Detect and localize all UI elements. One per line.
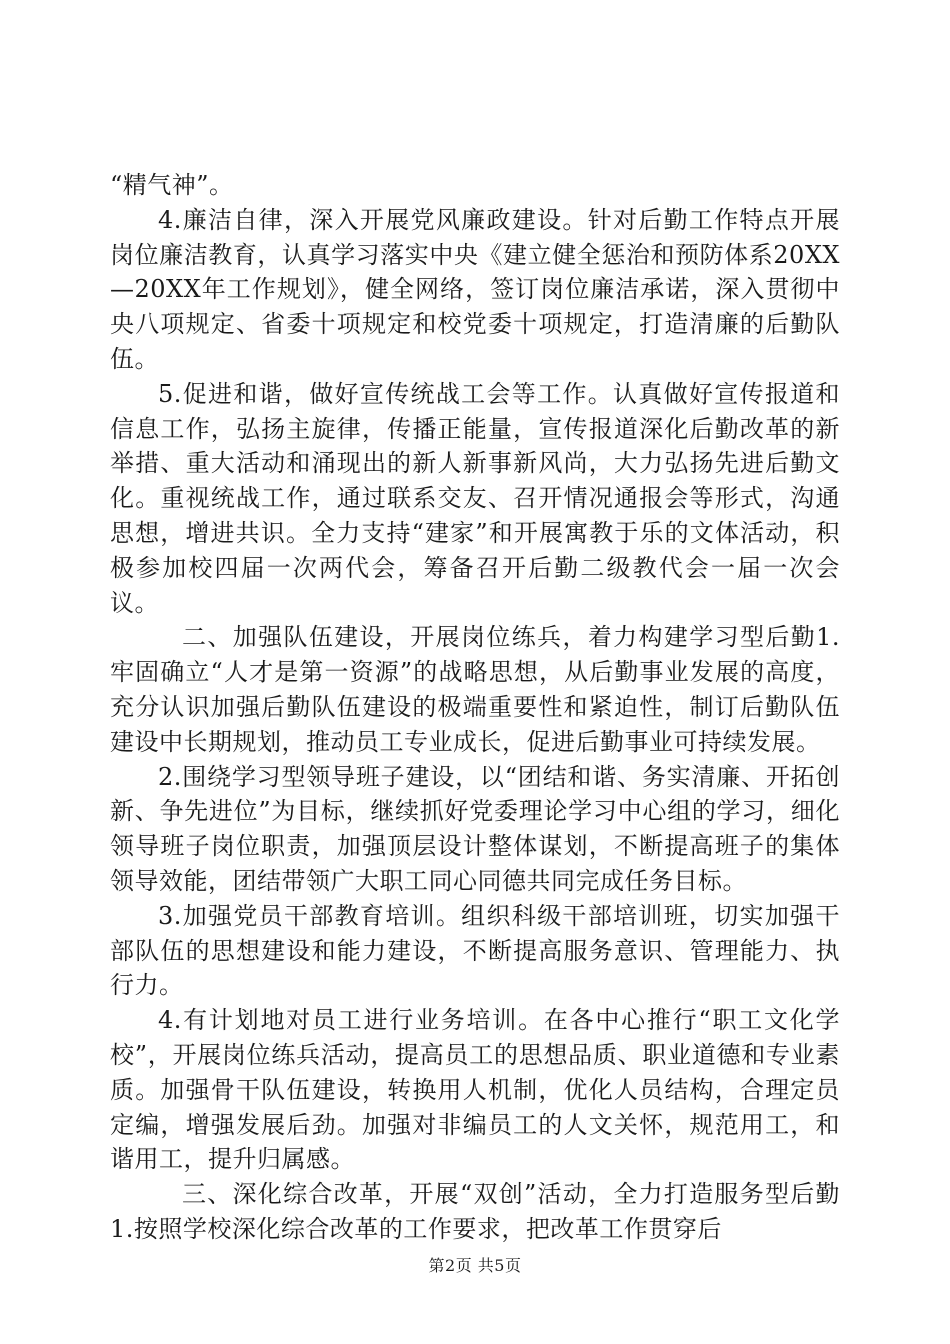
paragraph-training: 3.加强党员干部教育培训。组织科级干部培训班，切实加强干部队伍的思想建设和能力建设，不断提高服务意识、管理能力、执行力。	[110, 901, 840, 1000]
page-footer: 第2页 共5页	[428, 1256, 522, 1275]
section-heading-team-building: 二、加强队伍建设，开展岗位练兵，着力构建学习型后勤1.牢固确立“人才是第一资源”的战略思想，从后勤事业发展的高度，充分认识加强后勤队伍建设的极端重要性和紧迫性，制订后勤队伍建设中长期规划，推动员工专业成长，促进后勤事业可持续发展。	[110, 623, 840, 756]
paragraph-staff-training: 4.有计划地对员工进行业务培训。在各中心推行“职工文化学校”，开展岗位练兵活动，提高员工的思想品质、职业道德和专业素质。加强骨干队伍建设，转换用人机制，优化人员结构，合理定员定编，增强发展后劲。加强对非编员工的人文关怀，规范用工，和谐用工，提升归属感。	[110, 1006, 840, 1174]
paragraph-integrity: 4.廉洁自律，深入开展党风廉政建设。针对后勤工作特点开展岗位廉洁教育，认真学习落实中央《建立健全惩治和预防体系20XX—20XX年工作规划》，健全网络，签订岗位廉洁承诺，深入贯彻中央八项规定、省委十项规定和校党委十项规定，打造清廉的后勤队伍。	[110, 205, 840, 373]
paragraph-leadership: 2.围绕学习型领导班子建设，以“团结和谐、务实清廉、开拓创新、争先进位”为目标，继续抓好党委理论学习中心组的学习，细化领导班子岗位职责，加强顶层设计整体谋划，不断提高班子的集体领导效能，团结带领广大职工同心同德共同完成任务目标。	[110, 762, 840, 895]
section-heading-reform: 三、深化综合改革，开展“双创”活动，全力打造服务型后勤1.按照学校深化综合改革的工作要求，把改革工作贯穿后	[110, 1180, 840, 1243]
document-body	[110, 168, 840, 1247]
paragraph-continuation: “精气神”。	[110, 171, 234, 199]
paragraph-harmony: 5.促进和谐，做好宣传统战工会等工作。认真做好宣传报道和信息工作，弘扬主旋律，传播正能量，宣传报道深化后勤改革的新举措、重大活动和涌现出的新人新事新风尚，大力弘扬先进后勤文化。重视统战工作，通过联系交友、召开情况通报会等形式，沟通思想，增进共识。全力支持“建家”和开展寓教于乐的文体活动，积极参加校四届一次两代会，筹备召开后勤二级教代会一届一次会议。	[110, 379, 840, 617]
